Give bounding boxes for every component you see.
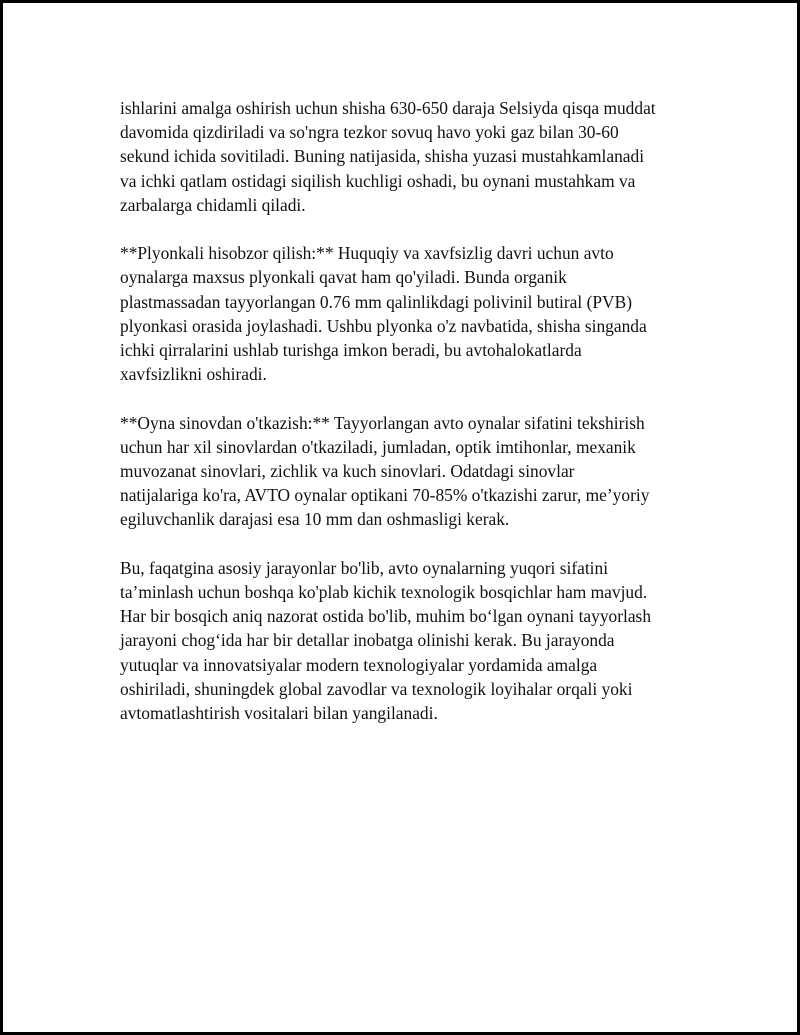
paragraph-tempering: ishlarini amalga oshirish uchun shisha 630-650 daraja Selsiyda qisqa muddat davomida qizdiriladi va so'ngra tezkor sovuq havo yoki gaz bilan 30-60 sekund ichida sovitiladi. Buning natijasida, shisha yuzasi mustahkamlanadi va ichki qatlam ostidagi siqilish kuchligi oshadi, bu oynani mustahkam va zarbalarga chidamli qiladi. [120, 98, 656, 215]
paragraph-conclusion: Bu, faqatgina asosiy jarayonlar bo'lib, avto oynalarning yuqori sifatini ta’minlash uchun boshqa ko'plab kichik texnologik bosqichlar ham mavjud. Har bir bosqich aniq nazorat ostida bo'lib, muhim bo‘lgan oynani tayyorlash jarayoni chog‘ida har bir detallar inobatga olinishi kerak. Bu jarayonda yutuqlar va innovatsiyalar modern texnologiyalar yordamida amalga oshiriladi, shuningdek global zavodlar va texnologik loyihalar orqali yoki avtomatlashtirish vositalari bilan yangilanadi. [120, 557, 652, 724]
paragraph-glass-testing: **Oyna sinovdan o'tkazish:** Tayyorlangan avto oynalar sifatini tekshirish uchun har xil sinovlardan o'tkaziladi, jumladan, optik imtihonlar, mexanik muvozanat sinovlari, zichlik va kuch sinovlari. Odatdagi sinovlar natijalariga ko'ra, AVTO oynalar optikani 70-85% o'tkazishi zarur, me’yoriy egiluvchanlik darajasi esa 10 mm dan oshmasligi kerak. [120, 412, 650, 530]
document-body [120, 96, 695, 749]
paragraph-film-lamination: **Plyonkali hisobzor qilish:** Huquqiy va xavfsizlig davri uchun avto oynalarga maxsus plyonkali qavat ham qo'yiladi. Bunda organik plastmassadan tayyorlangan 0.76 mm qalinlikdagi polivinil butiral (PVB) plyonkasi orasida joylashadi. Ushbu plyonka o'z navbatida, shisha singanda ichki qirralarini ushlab turishga imkon beradi, bu avtohalokatlarda xavfsizlikni oshiradi. [120, 243, 647, 385]
